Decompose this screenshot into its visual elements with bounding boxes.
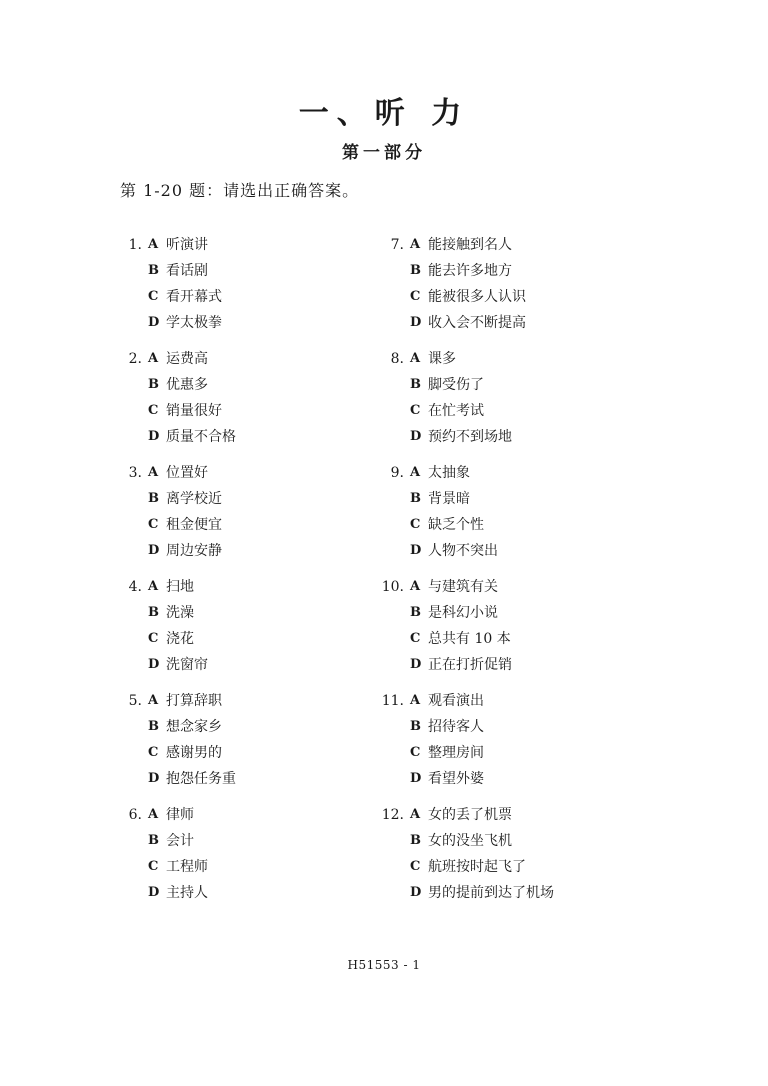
question-number: 9. (390, 465, 404, 481)
answer-option (378, 652, 678, 678)
option-letter: C (410, 631, 421, 646)
option-text: 女的没坐飞机 (428, 833, 512, 849)
answer-option (378, 346, 678, 372)
option-letter: D (410, 543, 422, 558)
option-letter: D (148, 429, 160, 444)
answer-option (378, 574, 678, 600)
answer-option (116, 766, 416, 792)
option-text: 感谢男的 (166, 745, 222, 761)
answer-option (116, 688, 416, 714)
option-text: 能去许多地方 (428, 263, 512, 279)
page-footer: H51553 - 1 (347, 958, 421, 972)
question-item (378, 346, 678, 460)
answer-option (378, 854, 678, 880)
option-text: 课多 (428, 351, 456, 367)
question-number: 2. (128, 351, 142, 367)
option-letter: A (148, 807, 159, 822)
answer-option (116, 398, 416, 424)
answer-option (116, 574, 416, 600)
answer-option (116, 424, 416, 450)
option-text: 正在打折促销 (428, 657, 512, 673)
option-letter: C (148, 289, 159, 304)
option-text: 观看演出 (428, 693, 484, 709)
option-letter: A (410, 693, 421, 708)
question-item (378, 688, 678, 802)
option-text: 租金便宜 (166, 517, 222, 533)
option-text: 离学校近 (166, 491, 222, 507)
option-text: 优惠多 (166, 377, 208, 393)
option-letter: C (148, 745, 159, 760)
option-letter: C (148, 403, 159, 418)
answer-option (378, 486, 678, 512)
option-text: 看望外婆 (428, 771, 484, 787)
option-letter: D (148, 315, 160, 330)
answer-option (116, 372, 416, 398)
answer-option (378, 538, 678, 564)
option-text: 能被很多人认识 (428, 289, 526, 305)
answer-option (116, 600, 416, 626)
option-text: 工程师 (166, 859, 208, 875)
option-text: 看话剧 (166, 263, 208, 279)
option-letter: C (410, 859, 421, 874)
option-letter: A (148, 351, 159, 366)
answer-option (116, 740, 416, 766)
option-letter: B (410, 263, 421, 278)
option-letter: B (148, 263, 159, 278)
option-letter: A (410, 807, 421, 822)
option-letter: C (410, 517, 421, 532)
answer-option (116, 310, 416, 336)
option-text: 周边安静 (166, 543, 222, 559)
answer-option (378, 372, 678, 398)
question-item (116, 460, 416, 574)
answer-option (116, 854, 416, 880)
option-text: 背景暗 (428, 491, 470, 507)
question-number: 1. (128, 237, 142, 253)
option-letter: A (148, 693, 159, 708)
option-text: 能接触到名人 (428, 237, 512, 253)
option-text: 销量很好 (166, 403, 222, 419)
option-text: 收入会不断提高 (428, 315, 526, 331)
option-text: 学太极拳 (166, 315, 222, 331)
answer-option (378, 424, 678, 450)
option-letter: D (148, 885, 160, 900)
option-text: 想念家乡 (166, 719, 222, 735)
question-item (116, 346, 416, 460)
answer-option (116, 538, 416, 564)
answer-option (378, 766, 678, 792)
answer-option (378, 460, 678, 486)
question-item (378, 232, 678, 346)
option-letter: D (410, 315, 422, 330)
option-letter: A (148, 579, 159, 594)
part-subtitle: 第一部分 (342, 143, 426, 163)
answer-option (116, 512, 416, 538)
option-letter: C (148, 517, 159, 532)
answer-option (378, 828, 678, 854)
option-text: 主持人 (166, 885, 208, 901)
answer-option (378, 512, 678, 538)
option-text: 抱怨任务重 (166, 771, 236, 787)
question-number: 11. (381, 693, 404, 709)
option-letter: A (410, 237, 421, 252)
option-letter: B (410, 377, 421, 392)
option-letter: A (410, 351, 421, 366)
answer-option (116, 802, 416, 828)
answer-option (116, 828, 416, 854)
option-text: 整理房间 (428, 745, 484, 761)
option-letter: B (410, 833, 421, 848)
answer-option (116, 284, 416, 310)
option-text: 看开幕式 (166, 289, 222, 305)
question-number: 8. (390, 351, 404, 367)
option-letter: B (410, 605, 421, 620)
option-text: 缺乏个性 (428, 517, 484, 533)
question-number: 3. (128, 465, 142, 481)
answer-option (378, 258, 678, 284)
question-item (378, 460, 678, 574)
question-item (116, 232, 416, 346)
option-letter: A (148, 465, 159, 480)
question-item (378, 802, 678, 916)
question-column-right (378, 232, 678, 916)
option-text: 洗窗帘 (166, 657, 208, 673)
instruction-text: 第 1-20 题：请选出正确答案。 (120, 181, 360, 200)
answer-option (378, 714, 678, 740)
answer-option (116, 714, 416, 740)
option-letter: A (410, 465, 421, 480)
question-number: 7. (390, 237, 404, 253)
question-number: 5. (128, 693, 142, 709)
option-letter: B (148, 605, 159, 620)
option-letter: D (410, 657, 422, 672)
option-letter: D (410, 429, 422, 444)
answer-option (378, 398, 678, 424)
option-letter: C (148, 859, 159, 874)
option-letter: B (148, 491, 159, 506)
option-text: 总共有 10 本 (428, 631, 511, 647)
answer-option (378, 310, 678, 336)
option-text: 太抽象 (428, 465, 470, 481)
answer-option (378, 740, 678, 766)
option-letter: D (148, 771, 160, 786)
answer-option (116, 652, 416, 678)
option-text: 质量不合格 (166, 429, 236, 445)
option-text: 洗澡 (166, 605, 194, 621)
option-text: 运费高 (166, 351, 208, 367)
option-letter: C (410, 745, 421, 760)
option-text: 脚受伤了 (428, 377, 484, 393)
option-text: 航班按时起飞了 (428, 859, 526, 875)
option-letter: C (410, 289, 421, 304)
option-letter: D (410, 885, 422, 900)
answer-option (378, 232, 678, 258)
option-text: 招待客人 (428, 719, 484, 735)
question-number: 12. (381, 807, 404, 823)
answer-option (378, 626, 678, 652)
answer-option (116, 258, 416, 284)
question-item (116, 802, 416, 916)
option-text: 听演讲 (166, 237, 208, 253)
answer-option (116, 460, 416, 486)
section-title: 一、听 力 (298, 96, 470, 131)
answer-option (116, 486, 416, 512)
question-column-left (116, 232, 416, 916)
option-text: 与建筑有关 (428, 579, 498, 595)
option-text: 浇花 (166, 631, 194, 647)
question-number: 4. (128, 579, 142, 595)
question-item (378, 574, 678, 688)
option-text: 会计 (166, 833, 194, 849)
answer-option (378, 688, 678, 714)
option-letter: C (148, 631, 159, 646)
option-text: 人物不突出 (428, 543, 498, 559)
option-letter: B (148, 719, 159, 734)
option-letter: D (148, 543, 160, 558)
option-text: 预约不到场地 (428, 429, 512, 445)
option-text: 女的丢了机票 (428, 807, 512, 823)
option-letter: B (148, 833, 159, 848)
answer-option (116, 346, 416, 372)
question-item (116, 574, 416, 688)
option-letter: B (410, 719, 421, 734)
option-letter: B (410, 491, 421, 506)
option-letter: D (410, 771, 422, 786)
option-letter: A (410, 579, 421, 594)
option-letter: C (410, 403, 421, 418)
option-letter: A (148, 237, 159, 252)
option-text: 是科幻小说 (428, 605, 498, 621)
option-text: 打算辞职 (166, 693, 222, 709)
question-number: 6. (128, 807, 142, 823)
answer-option (378, 600, 678, 626)
answer-option (378, 880, 678, 906)
option-letter: D (148, 657, 160, 672)
question-item (116, 688, 416, 802)
option-letter: B (148, 377, 159, 392)
option-text: 律师 (166, 807, 194, 823)
answer-option (116, 880, 416, 906)
answer-option (116, 626, 416, 652)
option-text: 在忙考试 (428, 403, 484, 419)
option-text: 男的提前到达了机场 (428, 885, 554, 901)
option-text: 位置好 (166, 465, 208, 481)
question-number: 10. (381, 579, 404, 595)
answer-option (378, 284, 678, 310)
option-text: 扫地 (166, 579, 194, 595)
answer-option (378, 802, 678, 828)
answer-option (116, 232, 416, 258)
